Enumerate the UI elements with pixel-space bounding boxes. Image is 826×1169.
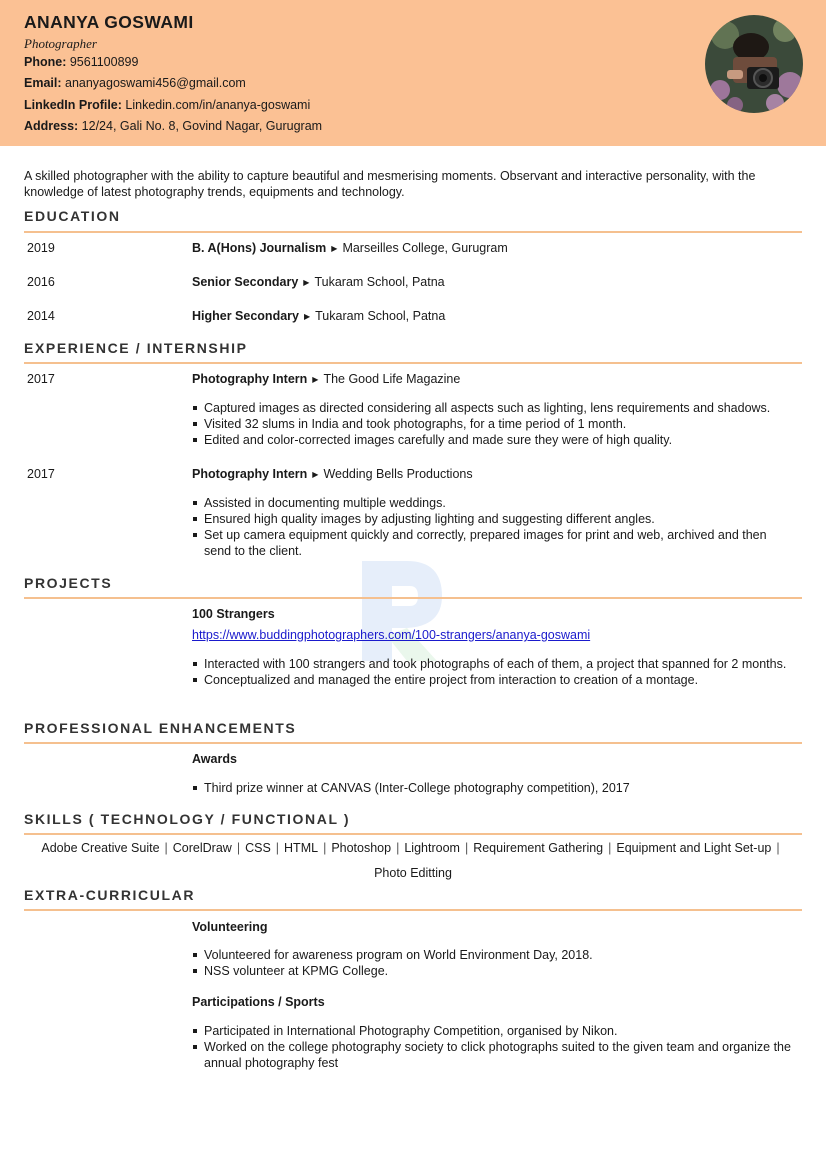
- linkedin-value[interactable]: Linkedin.com/in/ananya-goswami: [125, 98, 311, 112]
- list-item: Conceptualized and managed the entire project from interaction to creation of a montage.: [204, 672, 794, 688]
- list-item: Participated in International Photography Competition, organised by Nikon.: [204, 1023, 794, 1039]
- profile-summary: A skilled photographer with the ability to capture beautiful and mesmerising moments. Observant and interactive personality, with the knowledge of latest photography trends, equipments and technology.: [24, 169, 756, 199]
- candidate-role: Photographer: [24, 36, 97, 51]
- skill-item: Lightroom: [404, 841, 460, 855]
- skill-separator: |: [776, 841, 780, 855]
- extra-title: EXTRA-CURRICULAR: [24, 887, 196, 903]
- awards-heading: Awards: [192, 752, 237, 766]
- list-item: NSS volunteer at KPMG College.: [204, 963, 794, 979]
- education-divider: [24, 231, 802, 233]
- list-item: Set up camera equipment quickly and correctly, prepared images for print and web, archived and then send to the client.: [204, 527, 794, 559]
- arrow-icon: ▶: [312, 375, 319, 384]
- project-bullets: [204, 656, 794, 688]
- list-item: Captured images as directed considering all aspects such as lighting, lens requirements and shadows.: [204, 400, 794, 416]
- projects-title: PROJECTS: [24, 575, 113, 591]
- experience-bullets: [204, 495, 794, 559]
- skill-item: Equipment and Light Set-up: [616, 841, 772, 855]
- education-entry: [192, 275, 445, 289]
- arrow-icon: ▶: [312, 470, 319, 479]
- skills-list: [24, 836, 802, 886]
- list-item: Edited and color-corrected images carefully and made sure they were of high quality.: [204, 432, 794, 448]
- phone-label: Phone:: [24, 55, 67, 69]
- school-name: Marseilles College, Gurugram: [342, 241, 508, 255]
- experience-bullets: [204, 400, 794, 448]
- email-label: Email:: [24, 76, 62, 90]
- education-entry: [192, 241, 508, 255]
- job-org: The Good Life Magazine: [323, 372, 461, 386]
- degree-name: Senior Secondary: [192, 275, 299, 289]
- list-item: Interacted with 100 strangers and took photographs of each of them, a project that spanned for 2 months.: [204, 656, 794, 672]
- skill-separator: |: [464, 841, 469, 855]
- arrow-icon: ▶: [303, 312, 311, 321]
- address-label: Address:: [24, 119, 79, 133]
- skill-item: Photoshop: [331, 841, 392, 855]
- list-item: Worked on the college photography society to click photographs suited to the given team and organize the annual photography fest: [204, 1039, 794, 1071]
- participation-heading: Participations / Sports: [192, 995, 325, 1009]
- volunteering-heading: Volunteering: [192, 920, 268, 934]
- email-line: [24, 76, 246, 90]
- awards-bullets: [204, 780, 794, 796]
- education-entry: [192, 309, 445, 323]
- skills-divider: [24, 833, 802, 835]
- job-org: Wedding Bells Productions: [323, 467, 473, 481]
- volunteering-bullets: [204, 947, 794, 979]
- skill-item: CorelDraw: [172, 841, 232, 855]
- list-item: Volunteered for awareness program on World Environment Day, 2018.: [204, 947, 794, 963]
- enhancements-divider: [24, 742, 802, 744]
- linkedin-label: LinkedIn Profile:: [24, 98, 122, 112]
- address-line: [24, 119, 322, 133]
- education-year: 2019: [27, 241, 55, 255]
- education-year: 2016: [27, 275, 55, 289]
- phone-value: 9561100899: [69, 55, 139, 69]
- projects-divider: [24, 597, 802, 599]
- profile-photo: [705, 15, 803, 113]
- skill-separator: |: [275, 841, 280, 855]
- skill-separator: |: [164, 841, 168, 855]
- skill-item: Adobe Creative Suite: [41, 841, 160, 855]
- participation-bullets: [204, 1023, 794, 1071]
- list-item: Visited 32 slums in India and took photographs, for a time period of 1 month.: [204, 416, 794, 432]
- school-name: Tukaram School, Patna: [314, 275, 445, 289]
- extra-divider: [24, 909, 802, 911]
- experience-entry: [192, 467, 473, 481]
- education-title: EDUCATION: [24, 208, 121, 224]
- skill-separator: |: [396, 841, 400, 855]
- skill-item: Requirement Gathering: [473, 841, 604, 855]
- list-item: Ensured high quality images by adjusting lighting and suggesting different angles.: [204, 511, 794, 527]
- list-item: Assisted in documenting multiple weddings.: [204, 495, 794, 511]
- project-name: 100 Strangers: [192, 607, 275, 621]
- school-name: Tukaram School, Patna: [315, 309, 446, 323]
- experience-divider: [24, 362, 802, 364]
- arrow-icon: ▶: [303, 278, 310, 287]
- skill-separator: |: [608, 841, 612, 855]
- arrow-icon: ▶: [331, 244, 338, 253]
- candidate-name: ANANYA GOSWAMI: [24, 12, 194, 32]
- education-year: 2014: [27, 309, 55, 323]
- linkedin-line: [24, 98, 310, 112]
- enhancements-title: PROFESSIONAL ENHANCEMENTS: [24, 720, 297, 736]
- skills-title: SKILLS ( TECHNOLOGY / FUNCTIONAL ): [24, 811, 351, 827]
- experience-year: 2017: [27, 372, 55, 386]
- degree-name: B. A(Hons) Journalism: [192, 241, 327, 255]
- watermark-logo: [352, 556, 452, 666]
- skill-item: Photo Editting: [374, 866, 452, 880]
- phone-line: [24, 55, 138, 69]
- skill-item: HTML: [284, 841, 319, 855]
- skill-separator: |: [236, 841, 241, 855]
- experience-entry: [192, 372, 460, 386]
- job-role: Photography Intern: [192, 372, 308, 386]
- experience-year: 2017: [27, 467, 55, 481]
- resume-header: [0, 0, 826, 146]
- experience-title: EXPERIENCE / INTERNSHIP: [24, 340, 248, 356]
- degree-name: Higher Secondary: [192, 309, 299, 323]
- email-value[interactable]: ananyagoswami456@gmail.com: [65, 76, 246, 90]
- list-item: Third prize winner at CANVAS (Inter-College photography competition), 2017: [204, 780, 794, 796]
- address-value: 12/24, Gali No. 8, Govind Nagar, Gurugram: [81, 119, 323, 133]
- project-link[interactable]: https://www.buddingphotographers.com/100-strangers/ananya-goswami: [192, 628, 591, 642]
- job-role: Photography Intern: [192, 467, 308, 481]
- skill-item: CSS: [245, 841, 271, 855]
- skill-separator: |: [323, 841, 327, 855]
